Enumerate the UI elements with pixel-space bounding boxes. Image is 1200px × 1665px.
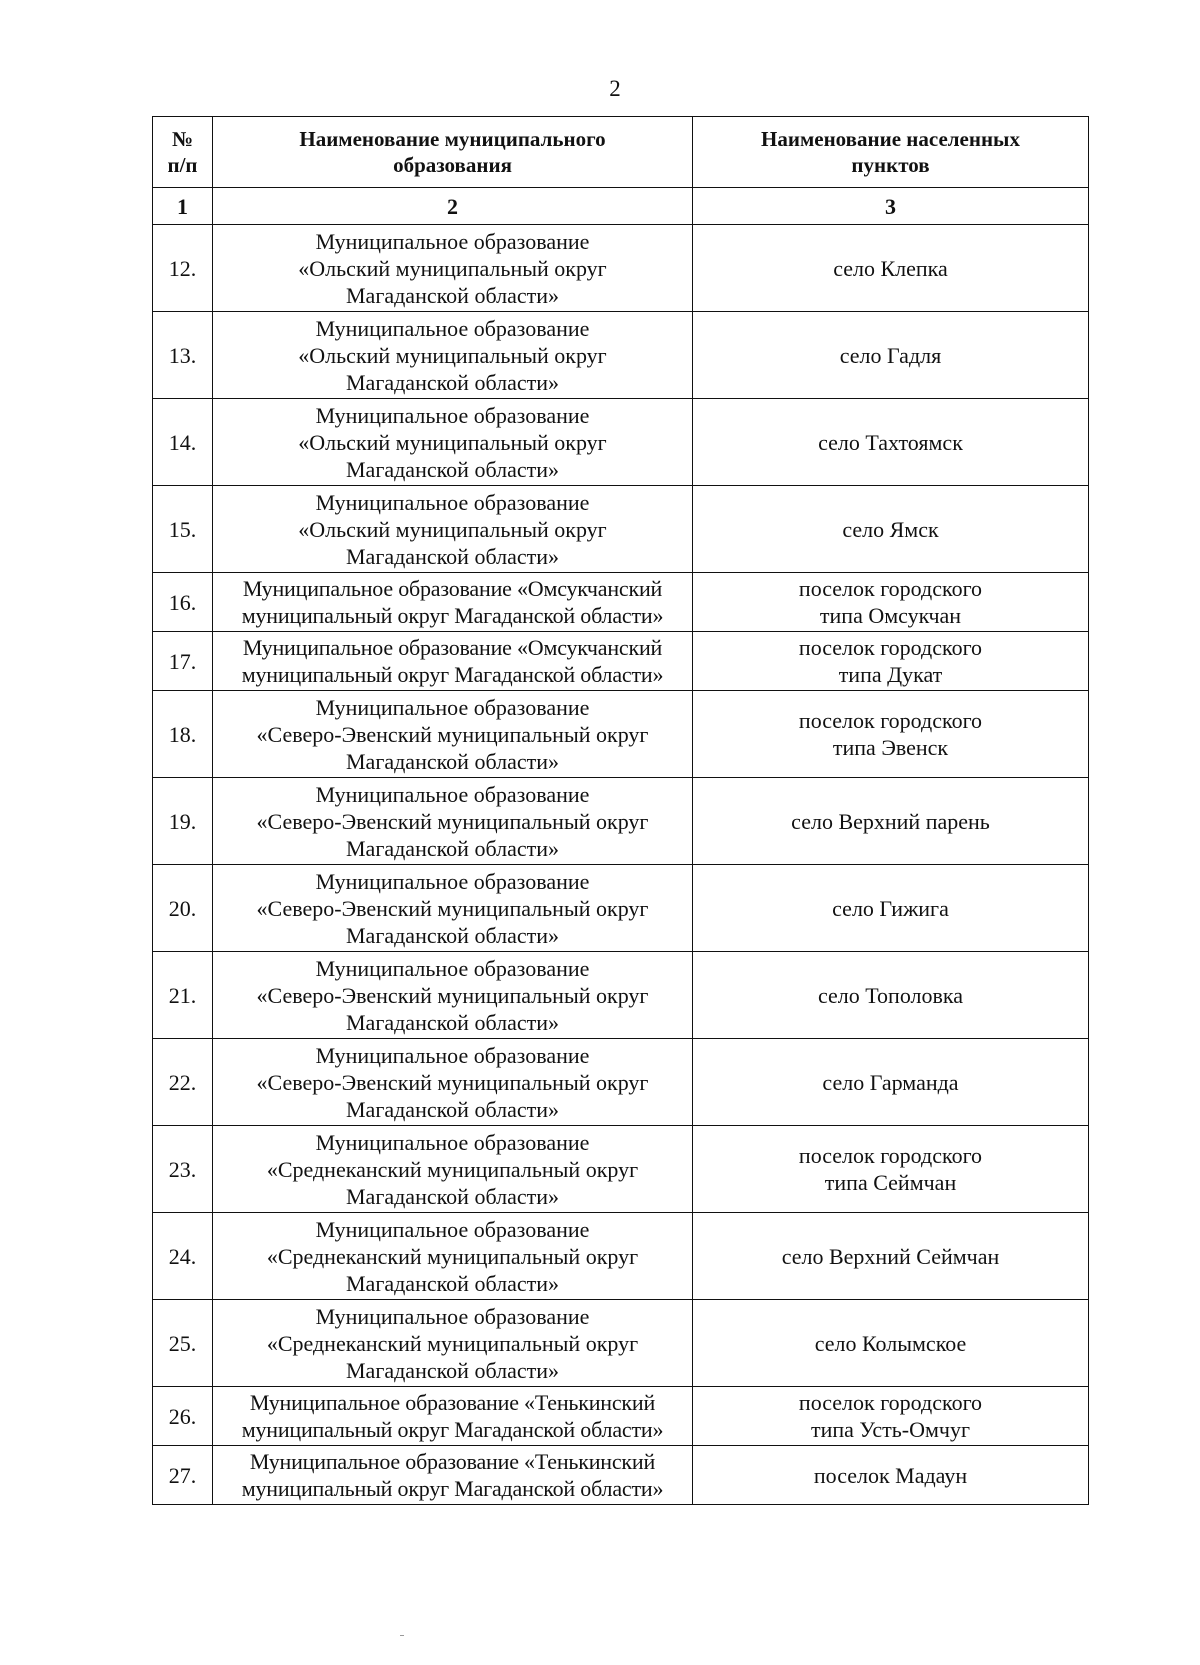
row-number: 14. [153, 399, 213, 486]
table-row [153, 778, 1089, 865]
municipality-name: Муниципальное образование «Среднеканский муниципальный округ Магаданской области» [213, 1213, 693, 1300]
municipality-name: Муниципальное образование «Тенькинский муниципальный округ Магаданской области» [213, 1387, 693, 1446]
settlement-name: село Гижига [693, 865, 1089, 952]
municipality-name: Муниципальное образование «Северо-Эвенский муниципальный округ Магаданской области» [213, 691, 693, 778]
row-number: 17. [153, 632, 213, 691]
settlement-name: село Тополовка [693, 952, 1089, 1039]
municipality-name: Муниципальное образование «Ольский муниципальный округ Магаданской области» [213, 312, 693, 399]
row-number: 12. [153, 225, 213, 312]
municipality-name: Муниципальное образование «Северо-Эвенский муниципальный округ Магаданской области» [213, 952, 693, 1039]
municipality-name: Муниципальное образование «Северо-Эвенский муниципальный округ Магаданской области» [213, 778, 693, 865]
row-number: 20. [153, 865, 213, 952]
municipality-name: Муниципальное образование «Среднеканский муниципальный округ Магаданской области» [213, 1126, 693, 1213]
column-number-3: 3 [693, 188, 1089, 225]
settlement-name: село Колымское [693, 1300, 1089, 1387]
settlement-name: село Верхний Сеймчан [693, 1213, 1089, 1300]
settlement-name: поселок городского типа Сеймчан [693, 1126, 1089, 1213]
table-row [153, 1126, 1089, 1213]
table-row [153, 225, 1089, 312]
settlement-name: село Гарманда [693, 1039, 1089, 1126]
table-row [153, 632, 1089, 691]
row-number: 24. [153, 1213, 213, 1300]
settlement-name: село Клепка [693, 225, 1089, 312]
row-number: 15. [153, 486, 213, 573]
table-row [153, 1039, 1089, 1126]
header-municipality: Наименование муниципального образования [213, 117, 693, 188]
table-row [153, 691, 1089, 778]
row-number: 18. [153, 691, 213, 778]
municipality-name: Муниципальное образование «Ольский муниципальный округ Магаданской области» [213, 399, 693, 486]
municipality-name: Муниципальное образование «Северо-Эвенский муниципальный округ Магаданской области» [213, 1039, 693, 1126]
table-row [153, 1300, 1089, 1387]
settlement-name: поселок Мадаун [693, 1446, 1089, 1505]
column-number-2: 2 [213, 188, 693, 225]
table-row [153, 865, 1089, 952]
settlement-name: поселок городского типа Эвенск [693, 691, 1089, 778]
column-number-row [153, 188, 1089, 225]
settlement-name: село Гадля [693, 312, 1089, 399]
table-row [153, 952, 1089, 1039]
settlement-name: поселок городского типа Усть-Омчуг [693, 1387, 1089, 1446]
settlement-name: село Тахтоямск [693, 399, 1089, 486]
municipality-name: Муниципальное образование «Ольский муниципальный округ Магаданской области» [213, 486, 693, 573]
page-number: 2 [609, 76, 621, 101]
municipality-name: Муниципальное образование «Ольский муниципальный округ Магаданской области» [213, 225, 693, 312]
row-number: 19. [153, 778, 213, 865]
header-settlements: Наименование населенных пунктов [693, 117, 1089, 188]
municipality-name: Муниципальное образование «Омсукчанский муниципальный округ Магаданской области» [213, 573, 693, 632]
table-row [153, 573, 1089, 632]
municipality-name: Муниципальное образование «Северо-Эвенский муниципальный округ Магаданской области» [213, 865, 693, 952]
row-number: 26. [153, 1387, 213, 1446]
table-row [153, 1387, 1089, 1446]
table-header-row [153, 117, 1089, 188]
row-number: 27. [153, 1446, 213, 1505]
row-number: 25. [153, 1300, 213, 1387]
municipality-name: Муниципальное образование «Тенькинский муниципальный округ Магаданской области» [213, 1446, 693, 1505]
row-number: 21. [153, 952, 213, 1039]
settlement-name: поселок городского типа Дукат [693, 632, 1089, 691]
table-row [153, 486, 1089, 573]
table-row [153, 1446, 1089, 1505]
scan-speck [400, 1635, 404, 1636]
row-number: 22. [153, 1039, 213, 1126]
column-number-1: 1 [153, 188, 213, 225]
settlement-name: село Ямск [693, 486, 1089, 573]
settlements-table [152, 116, 1089, 1505]
row-number: 23. [153, 1126, 213, 1213]
municipality-name: Муниципальное образование «Среднеканский муниципальный округ Магаданской области» [213, 1300, 693, 1387]
table-row [153, 312, 1089, 399]
header-number: № п/п [153, 117, 213, 188]
row-number: 13. [153, 312, 213, 399]
settlement-name: поселок городского типа Омсукчан [693, 573, 1089, 632]
municipality-name: Муниципальное образование «Омсукчанский муниципальный округ Магаданской области» [213, 632, 693, 691]
settlement-name: село Верхний парень [693, 778, 1089, 865]
row-number: 16. [153, 573, 213, 632]
table-row [153, 399, 1089, 486]
table-row [153, 1213, 1089, 1300]
